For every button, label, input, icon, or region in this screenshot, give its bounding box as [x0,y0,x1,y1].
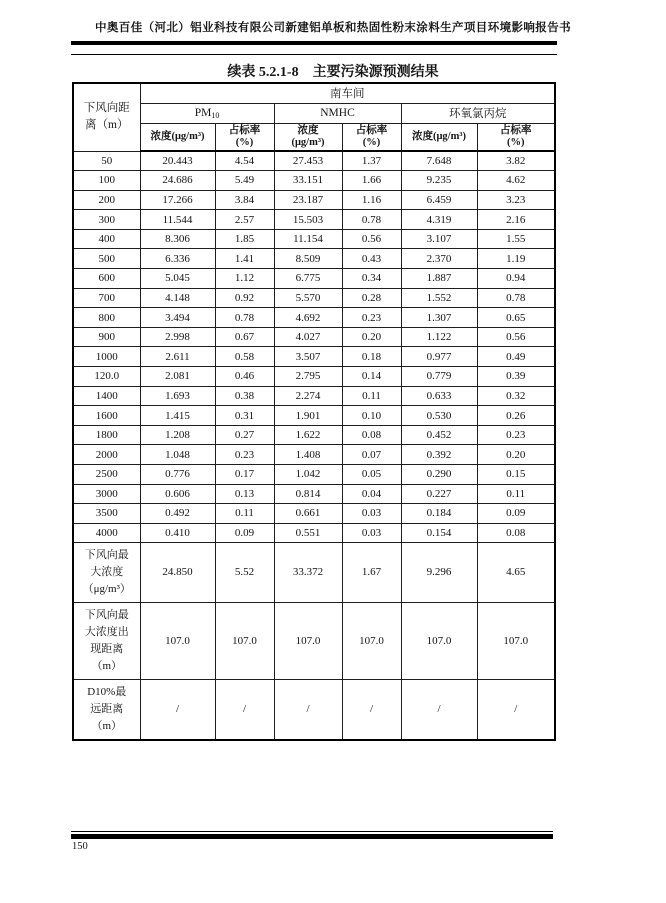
value-cell: 1.19 [477,249,555,269]
value-cell: 0.09 [477,504,555,524]
pm10-subscript: 10 [211,110,220,120]
value-cell: 0.779 [401,367,477,387]
summary-label-cell: 下风向最 大浓度出 现距离 （m） [73,603,140,680]
value-cell: 0.530 [401,406,477,426]
value-cell: 1.66 [342,171,401,191]
table-header-row-workshop [73,83,555,103]
table-row [73,171,555,191]
value-cell: 1.307 [401,308,477,328]
summary-value-cell: 4.65 [477,543,555,603]
value-cell: 0.46 [215,367,274,387]
distance-cell: 1400 [73,386,140,406]
distance-cell: 1600 [73,406,140,426]
value-cell: 0.23 [477,425,555,445]
summary-value-cell: 9.296 [401,543,477,603]
value-cell: 23.187 [274,190,342,210]
value-cell: 5.045 [140,269,215,289]
table-row [73,190,555,210]
value-cell: 1.408 [274,445,342,465]
value-cell: 1.552 [401,288,477,308]
table-row [73,308,555,328]
value-cell: 27.453 [274,151,342,171]
data-rows [73,151,555,543]
value-cell: 2.16 [477,210,555,230]
distance-column-header [73,83,140,151]
value-cell: 0.56 [342,229,401,249]
value-cell: 0.04 [342,484,401,504]
value-cell: 7.648 [401,151,477,171]
distance-cell: 800 [73,308,140,328]
value-cell: 0.78 [215,308,274,328]
value-cell: 4.027 [274,327,342,347]
value-cell: 11.544 [140,210,215,230]
value-cell: 3.507 [274,347,342,367]
value-cell: 0.814 [274,484,342,504]
table-row [73,347,555,367]
value-cell: 0.07 [342,445,401,465]
table-row [73,523,555,543]
value-cell: 0.154 [401,523,477,543]
summary-value-cell: 1.67 [342,543,401,603]
summary-label-cell: 下风向最 大浓度 （μg/m³） [73,543,140,603]
value-cell: 0.94 [477,269,555,289]
value-cell: 0.452 [401,425,477,445]
metric-header-nmhc-ratio: 占标率 (%) [342,123,401,151]
value-cell: 0.184 [401,504,477,524]
table-row [73,386,555,406]
value-cell: 0.661 [274,504,342,524]
summary-value-cell: / [401,680,477,741]
value-cell: 1.042 [274,465,342,485]
table-row [73,504,555,524]
pollutant-header-pm10 [140,103,274,123]
value-cell: 1.048 [140,445,215,465]
value-cell: 1.12 [215,269,274,289]
value-cell: 2.370 [401,249,477,269]
table-row [73,445,555,465]
pm10-base: PM [194,106,212,119]
value-cell: 8.306 [140,229,215,249]
value-cell: 0.03 [342,504,401,524]
value-cell: 5.49 [215,171,274,191]
table-row [73,229,555,249]
summary-value-cell: 33.372 [274,543,342,603]
value-cell: 2.795 [274,367,342,387]
value-cell: 0.11 [215,504,274,524]
summary-value-cell: / [342,680,401,741]
distance-cell: 2000 [73,445,140,465]
value-cell: 0.05 [342,465,401,485]
value-cell: 2.611 [140,347,215,367]
value-cell: 11.154 [274,229,342,249]
value-cell: 0.15 [477,465,555,485]
value-cell: 1.41 [215,249,274,269]
header-rule-thick [71,41,557,45]
table-row [73,269,555,289]
value-cell: 2.274 [274,386,342,406]
value-cell: 1.693 [140,386,215,406]
value-cell: 0.27 [215,425,274,445]
value-cell: 17.266 [140,190,215,210]
value-cell: 0.08 [477,523,555,543]
value-cell: 0.08 [342,425,401,445]
table-header-row-metrics [73,123,555,151]
value-cell: 0.392 [401,445,477,465]
distance-cell: 3500 [73,504,140,524]
value-cell: 0.67 [215,327,274,347]
summary-value-cell: / [477,680,555,741]
table-row [73,367,555,387]
value-cell: 0.23 [215,445,274,465]
distance-cell: 600 [73,269,140,289]
header-rule-thin [71,54,557,55]
value-cell: 1.208 [140,425,215,445]
value-cell: 1.122 [401,327,477,347]
value-cell: 0.32 [477,386,555,406]
distance-cell: 3000 [73,484,140,504]
value-cell: 0.17 [215,465,274,485]
metric-header-ech-ratio: 占标率 (%) [477,123,555,151]
value-cell: 0.26 [477,406,555,426]
value-cell: 8.509 [274,249,342,269]
value-cell: 33.151 [274,171,342,191]
value-cell: 1.37 [342,151,401,171]
table-header-row-pollutants [73,103,555,123]
value-cell: 1.887 [401,269,477,289]
footer-rule-thick [71,834,553,839]
page-number: 150 [72,841,88,852]
summary-row [73,543,555,603]
table-row [73,484,555,504]
value-cell: 6.775 [274,269,342,289]
value-cell: 0.78 [342,210,401,230]
pollutant-header-epichlorohydrin: 环氧氯丙烷 [401,103,555,123]
distance-cell: 100 [73,171,140,191]
value-cell: 0.34 [342,269,401,289]
value-cell: 0.09 [215,523,274,543]
distance-cell: 50 [73,151,140,171]
value-cell: 1.85 [215,229,274,249]
workshop-header: 南车间 [140,83,555,103]
summary-row [73,603,555,680]
summary-value-cell: 107.0 [401,603,477,680]
value-cell: 0.492 [140,504,215,524]
summary-value-cell: / [140,680,215,741]
value-cell: 0.633 [401,386,477,406]
value-cell: 0.551 [274,523,342,543]
footer-rule-thin [71,831,553,832]
table-row [73,425,555,445]
summary-value-cell: 107.0 [477,603,555,680]
value-cell: 15.503 [274,210,342,230]
value-cell: 0.10 [342,406,401,426]
value-cell: 0.227 [401,484,477,504]
value-cell: 0.13 [215,484,274,504]
value-cell: 0.20 [342,327,401,347]
value-cell: 0.38 [215,386,274,406]
value-cell: 9.235 [401,171,477,191]
pollutant-header-nmhc: NMHC [274,103,401,123]
distance-cell: 2500 [73,465,140,485]
summary-value-cell: 107.0 [140,603,215,680]
distance-header-line2: 离（m） [85,119,129,132]
value-cell: 3.107 [401,229,477,249]
value-cell: 0.43 [342,249,401,269]
value-cell: 4.319 [401,210,477,230]
distance-cell: 120.0 [73,367,140,387]
value-cell: 0.39 [477,367,555,387]
value-cell: 0.20 [477,445,555,465]
table-row [73,288,555,308]
table-row [73,406,555,426]
value-cell: 0.11 [477,484,555,504]
value-cell: 24.686 [140,171,215,191]
value-cell: 4.148 [140,288,215,308]
metric-header-pm10-concentration: 浓度(μg/m³) [140,123,215,151]
value-cell: 20.443 [140,151,215,171]
value-cell: 0.56 [477,327,555,347]
value-cell: 0.977 [401,347,477,367]
value-cell: 3.494 [140,308,215,328]
value-cell: 0.78 [477,288,555,308]
value-cell: 3.84 [215,190,274,210]
table-row [73,465,555,485]
value-cell: 1.55 [477,229,555,249]
summary-rows [73,543,555,741]
value-cell: 3.82 [477,151,555,171]
distance-cell: 1800 [73,425,140,445]
value-cell: 0.92 [215,288,274,308]
summary-value-cell: 107.0 [342,603,401,680]
table-row [73,151,555,171]
value-cell: 0.65 [477,308,555,328]
value-cell: 4.54 [215,151,274,171]
metric-header-pm10-ratio: 占标率 (%) [215,123,274,151]
value-cell: 0.606 [140,484,215,504]
value-cell: 6.459 [401,190,477,210]
distance-cell: 300 [73,210,140,230]
summary-value-cell: 107.0 [274,603,342,680]
value-cell: 0.23 [342,308,401,328]
value-cell: 4.692 [274,308,342,328]
value-cell: 3.23 [477,190,555,210]
value-cell: 2.998 [140,327,215,347]
summary-value-cell: 5.52 [215,543,274,603]
table-row [73,249,555,269]
metric-header-ech-concentration: 浓度(μg/m³) [401,123,477,151]
metric-header-nmhc-concentration: 浓度 (μg/m³) [274,123,342,151]
summary-value-cell: 107.0 [215,603,274,680]
table-row [73,327,555,347]
value-cell: 0.58 [215,347,274,367]
distance-cell: 4000 [73,523,140,543]
distance-cell: 700 [73,288,140,308]
value-cell: 0.776 [140,465,215,485]
table-row [73,210,555,230]
value-cell: 1.901 [274,406,342,426]
value-cell: 6.336 [140,249,215,269]
value-cell: 1.16 [342,190,401,210]
distance-cell: 900 [73,327,140,347]
value-cell: 0.28 [342,288,401,308]
value-cell: 2.57 [215,210,274,230]
value-cell: 5.570 [274,288,342,308]
table-title: 续表 5.2.1-8 主要污染源预测结果 [227,65,439,80]
value-cell: 4.62 [477,171,555,191]
document-header-title: 中奥百佳（河北）铝业科技有限公司新建铝单板和热固性粉末涂料生产项目环境影响报告书 [95,22,571,34]
value-cell: 0.18 [342,347,401,367]
summary-label-cell: D10%最 远距离 （m） [73,680,140,741]
summary-value-cell: 24.850 [140,543,215,603]
value-cell: 0.49 [477,347,555,367]
summary-row [73,680,555,741]
value-cell: 1.622 [274,425,342,445]
table-header-rows [73,83,555,151]
value-cell: 0.14 [342,367,401,387]
distance-cell: 400 [73,229,140,249]
distance-cell: 200 [73,190,140,210]
value-cell: 0.290 [401,465,477,485]
distance-cell: 500 [73,249,140,269]
summary-value-cell: / [274,680,342,741]
value-cell: 0.03 [342,523,401,543]
value-cell: 0.410 [140,523,215,543]
summary-value-cell: / [215,680,274,741]
distance-cell: 1000 [73,347,140,367]
pollution-prediction-table [72,82,556,741]
value-cell: 2.081 [140,367,215,387]
value-cell: 0.31 [215,406,274,426]
value-cell: 1.415 [140,406,215,426]
value-cell: 0.11 [342,386,401,406]
distance-header-line1: 下风向距 [83,102,130,115]
